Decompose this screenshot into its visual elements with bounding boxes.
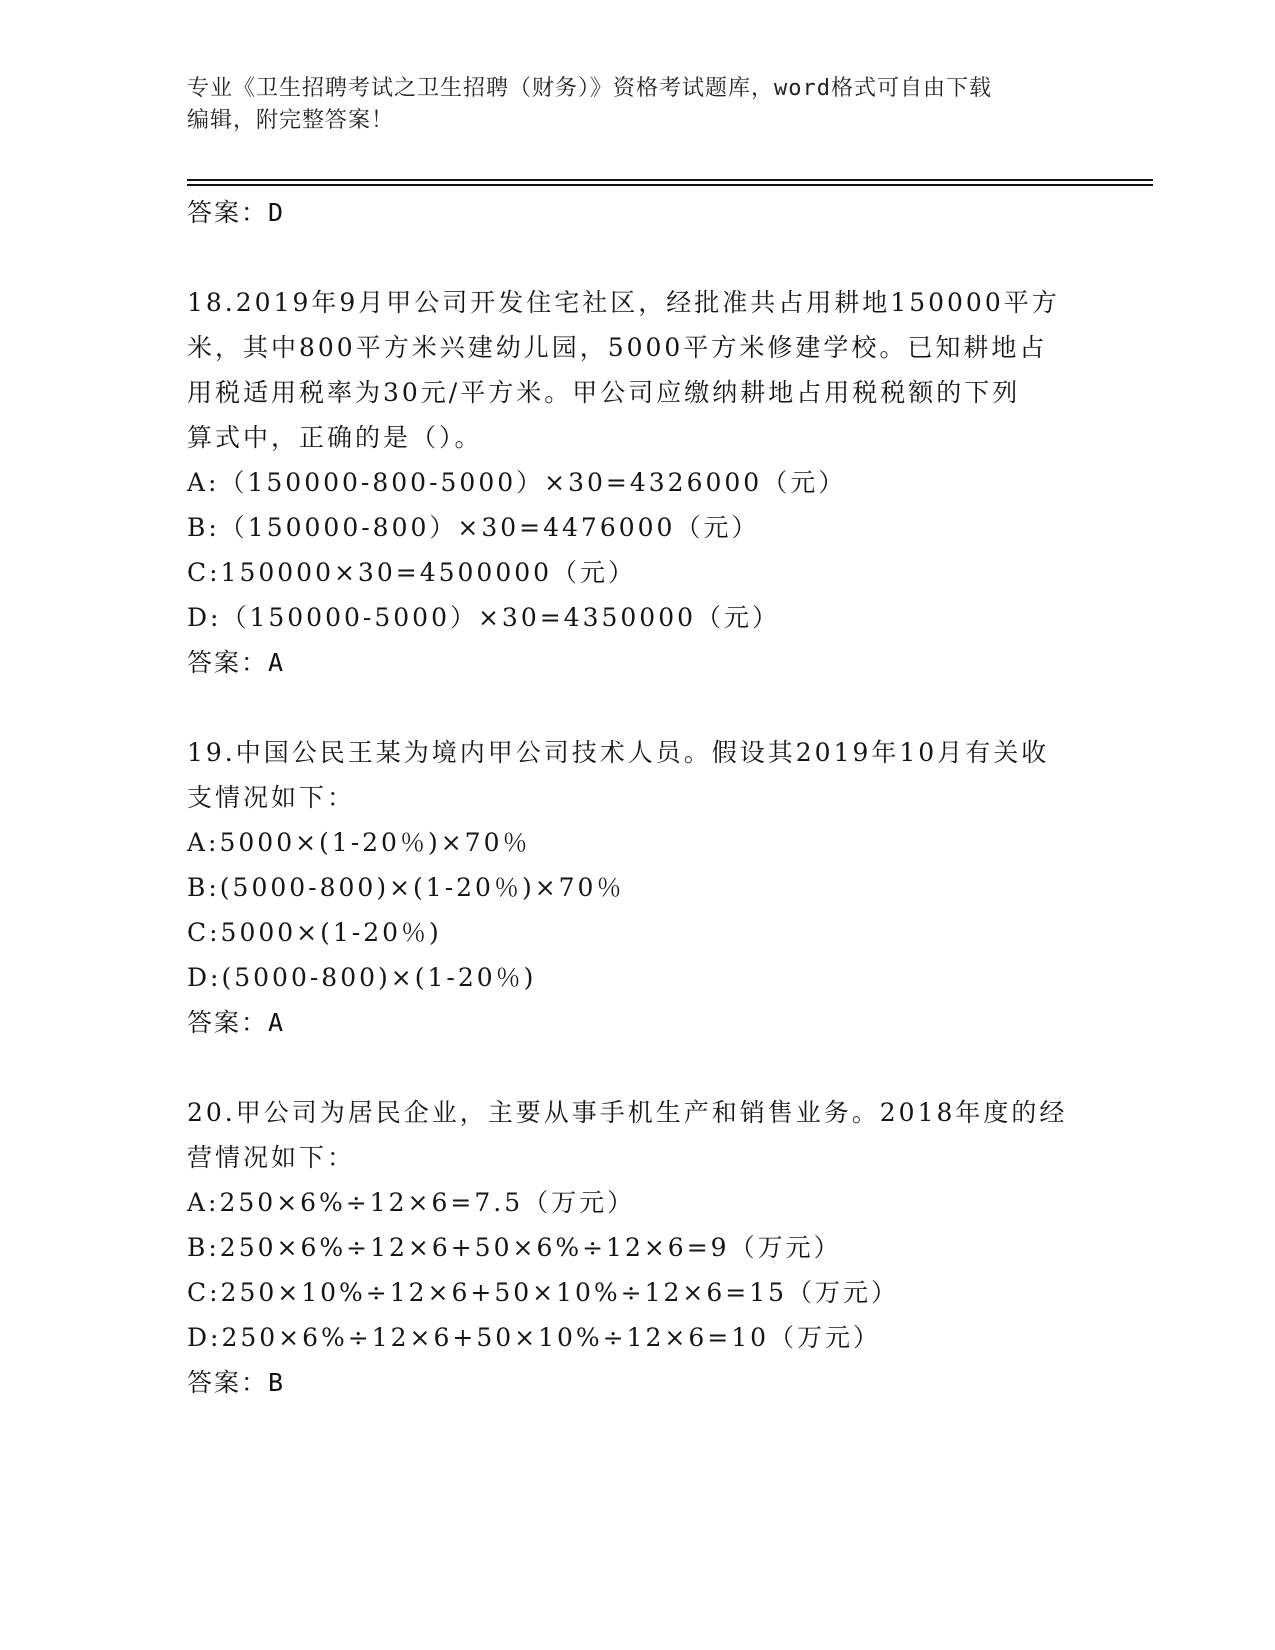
question-18-option-a: A:（150000-800-5000）×30=4326000（元） — [187, 468, 847, 497]
answer-previous: 答案：D — [187, 198, 286, 227]
header-rule-top — [187, 179, 1153, 181]
question-18-option-d: D:（150000-5000）×30=4350000（元） — [187, 603, 781, 632]
page-header — [187, 73, 1087, 137]
question-18-line-2: 米，其中800平方米兴建幼儿园，5000平方米修建学校。已知耕地占 — [187, 333, 1048, 362]
question-18-line-1: 18.2019年9月甲公司开发住宅社区，经批准共占用耕地150000平方 — [187, 288, 1060, 317]
question-20-line-2: 营情况如下： — [187, 1143, 356, 1172]
question-20-option-c: C:250×10%÷12×6+50×10%÷12×6=15（万元） — [187, 1278, 900, 1307]
question-18-option-c: C:150000×30=4500000（元） — [187, 558, 637, 587]
question-18-answer: 答案：A — [187, 648, 286, 677]
question-19-line-1: 19.中国公民王某为境内甲公司技术人员。假设其2019年10月有关收 — [187, 738, 1050, 767]
question-20-line-1: 20.甲公司为居民企业，主要从事手机生产和销售业务。2018年度的经 — [187, 1098, 1068, 1127]
question-19-option-d: D:(5000-800)×(1-20％) — [187, 963, 537, 992]
question-18-option-b: B:（150000-800）×30=4476000（元） — [187, 513, 760, 542]
question-19-answer: 答案：A — [187, 1008, 286, 1037]
question-19-option-c: C:5000×(1-20％) — [187, 918, 442, 947]
header-line-2: 编辑，附完整答案！ — [187, 108, 395, 133]
header-line-1: 专业《卫生招聘考试之卫生招聘（财务）》资格考试题库，word格式可自由下载 — [187, 76, 992, 101]
question-18-line-3: 用税适用税率为30元/平方米。甲公司应缴纳耕地占用税税额的下列 — [187, 378, 1021, 407]
header-rule-bottom — [187, 184, 1153, 186]
question-19-line-2: 支情况如下： — [187, 783, 356, 812]
question-20-answer: 答案：B — [187, 1368, 286, 1397]
question-20-option-d: D:250×6%÷12×6+50×10%÷12×6=10（万元） — [187, 1323, 882, 1352]
question-19-option-b: B:(5000-800)×(1-20％)×70％ — [187, 873, 625, 902]
question-18-line-4: 算式中，正确的是（）。 — [187, 423, 483, 452]
question-19-option-a: A:5000×(1-20％)×70％ — [187, 828, 531, 857]
question-20-option-b: B:250×6%÷12×6+50×6%÷12×6=9（万元） — [187, 1233, 842, 1262]
question-20-option-a: A:250×6%÷12×6=7.5（万元） — [187, 1188, 636, 1217]
